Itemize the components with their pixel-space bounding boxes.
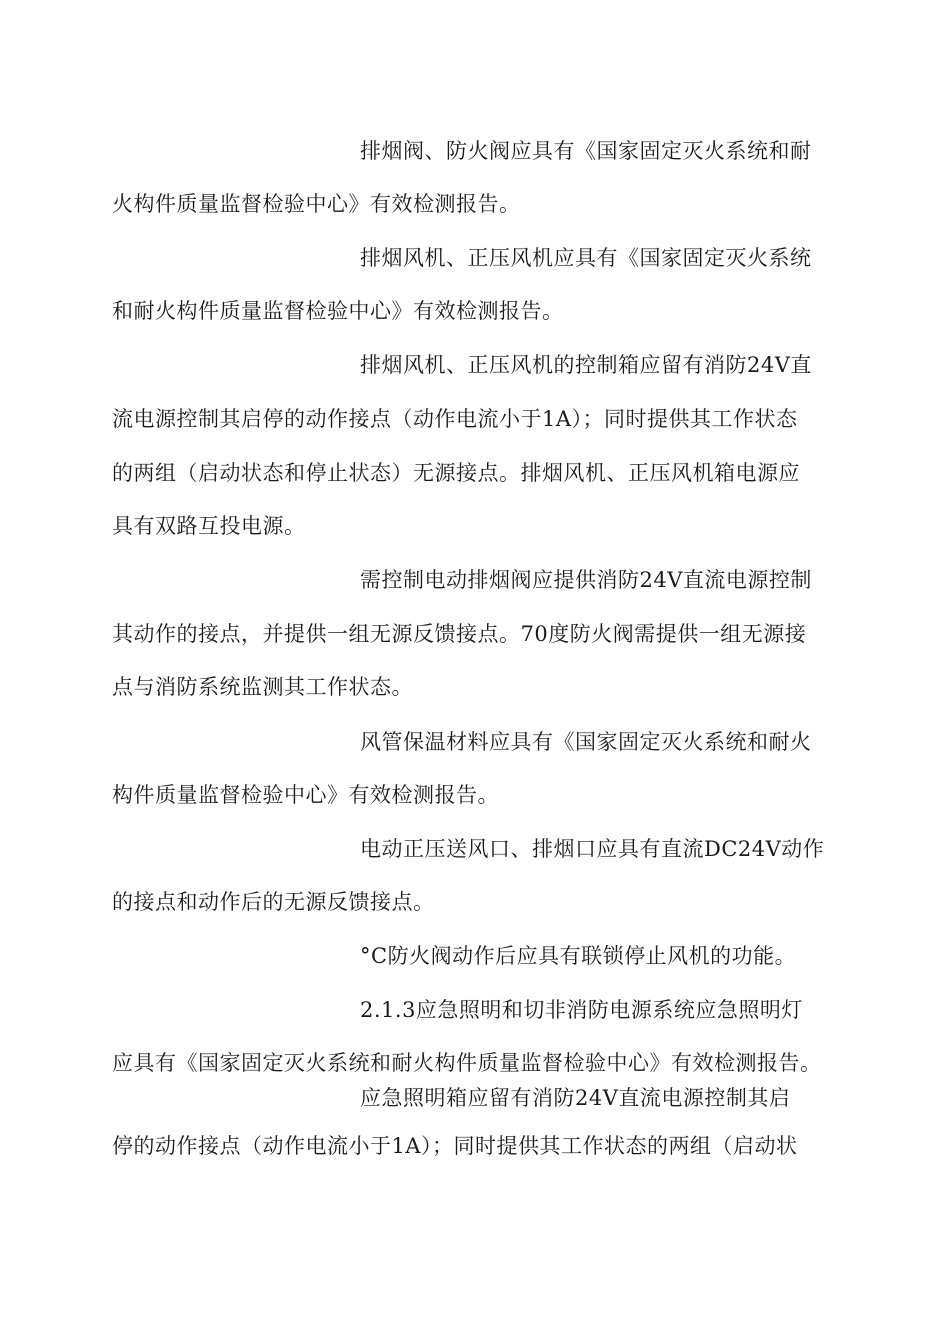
text-line: 风管保温材料应具有《国家固定灭火系统和耐火 [360, 730, 812, 754]
text-line: 电动正压送风口、排烟口应具有直流DC24V动作 [360, 837, 825, 861]
text-line: 停的动作接点（动作电流小于1A）；同时提供其工作状态的两组（启动状 [112, 1134, 798, 1158]
text-line: 2.1.3应急照明和切非消防电源系统应急照明灯 [360, 998, 803, 1022]
text-line: 构件质量监督检验中心》有效检测报告。 [112, 783, 499, 807]
text-line: °C防火阀动作后应具有联锁停止风机的功能。 [360, 944, 797, 968]
text-line: 其动作的接点，并提供一组无源反馈接点。70度防火阀需提供一组无源接 [112, 622, 807, 646]
text-line: 的接点和动作后的无源反馈接点。 [112, 890, 435, 914]
text-line: 具有双路互投电源。 [112, 514, 306, 538]
text-line: 排烟阀、防火阀应具有《国家固定灭火系统和耐 [360, 139, 812, 163]
text-line: 火构件质量监督检验中心》有效检测报告。 [112, 192, 521, 216]
text-line: 应具有《国家固定灭火系统和耐火构件质量监督检验中心》有效检测报告。 [112, 1051, 822, 1075]
text-line: 排烟风机、正压风机应具有《国家固定灭火系统 [360, 246, 812, 270]
text-line: 应急照明箱应留有消防24V直流电源控制其启 [360, 1086, 791, 1110]
text-line: 排烟风机、正压风机的控制箱应留有消防24V直 [360, 353, 812, 377]
text-line: 和耐火构件质量监督检验中心》有效检测报告。 [112, 299, 564, 323]
text-line: 点与消防系统监测其工作状态。 [112, 675, 413, 699]
text-line: 需控制电动排烟阀应提供消防24V直流电源控制 [360, 568, 812, 592]
text-line: 的两组（启动状态和停止状态）无源接点。排烟风机、正压风机箱电源应 [112, 461, 800, 485]
text-line: 流电源控制其启停的动作接点（动作电流小于1A）；同时提供其工作状态 [112, 407, 798, 431]
